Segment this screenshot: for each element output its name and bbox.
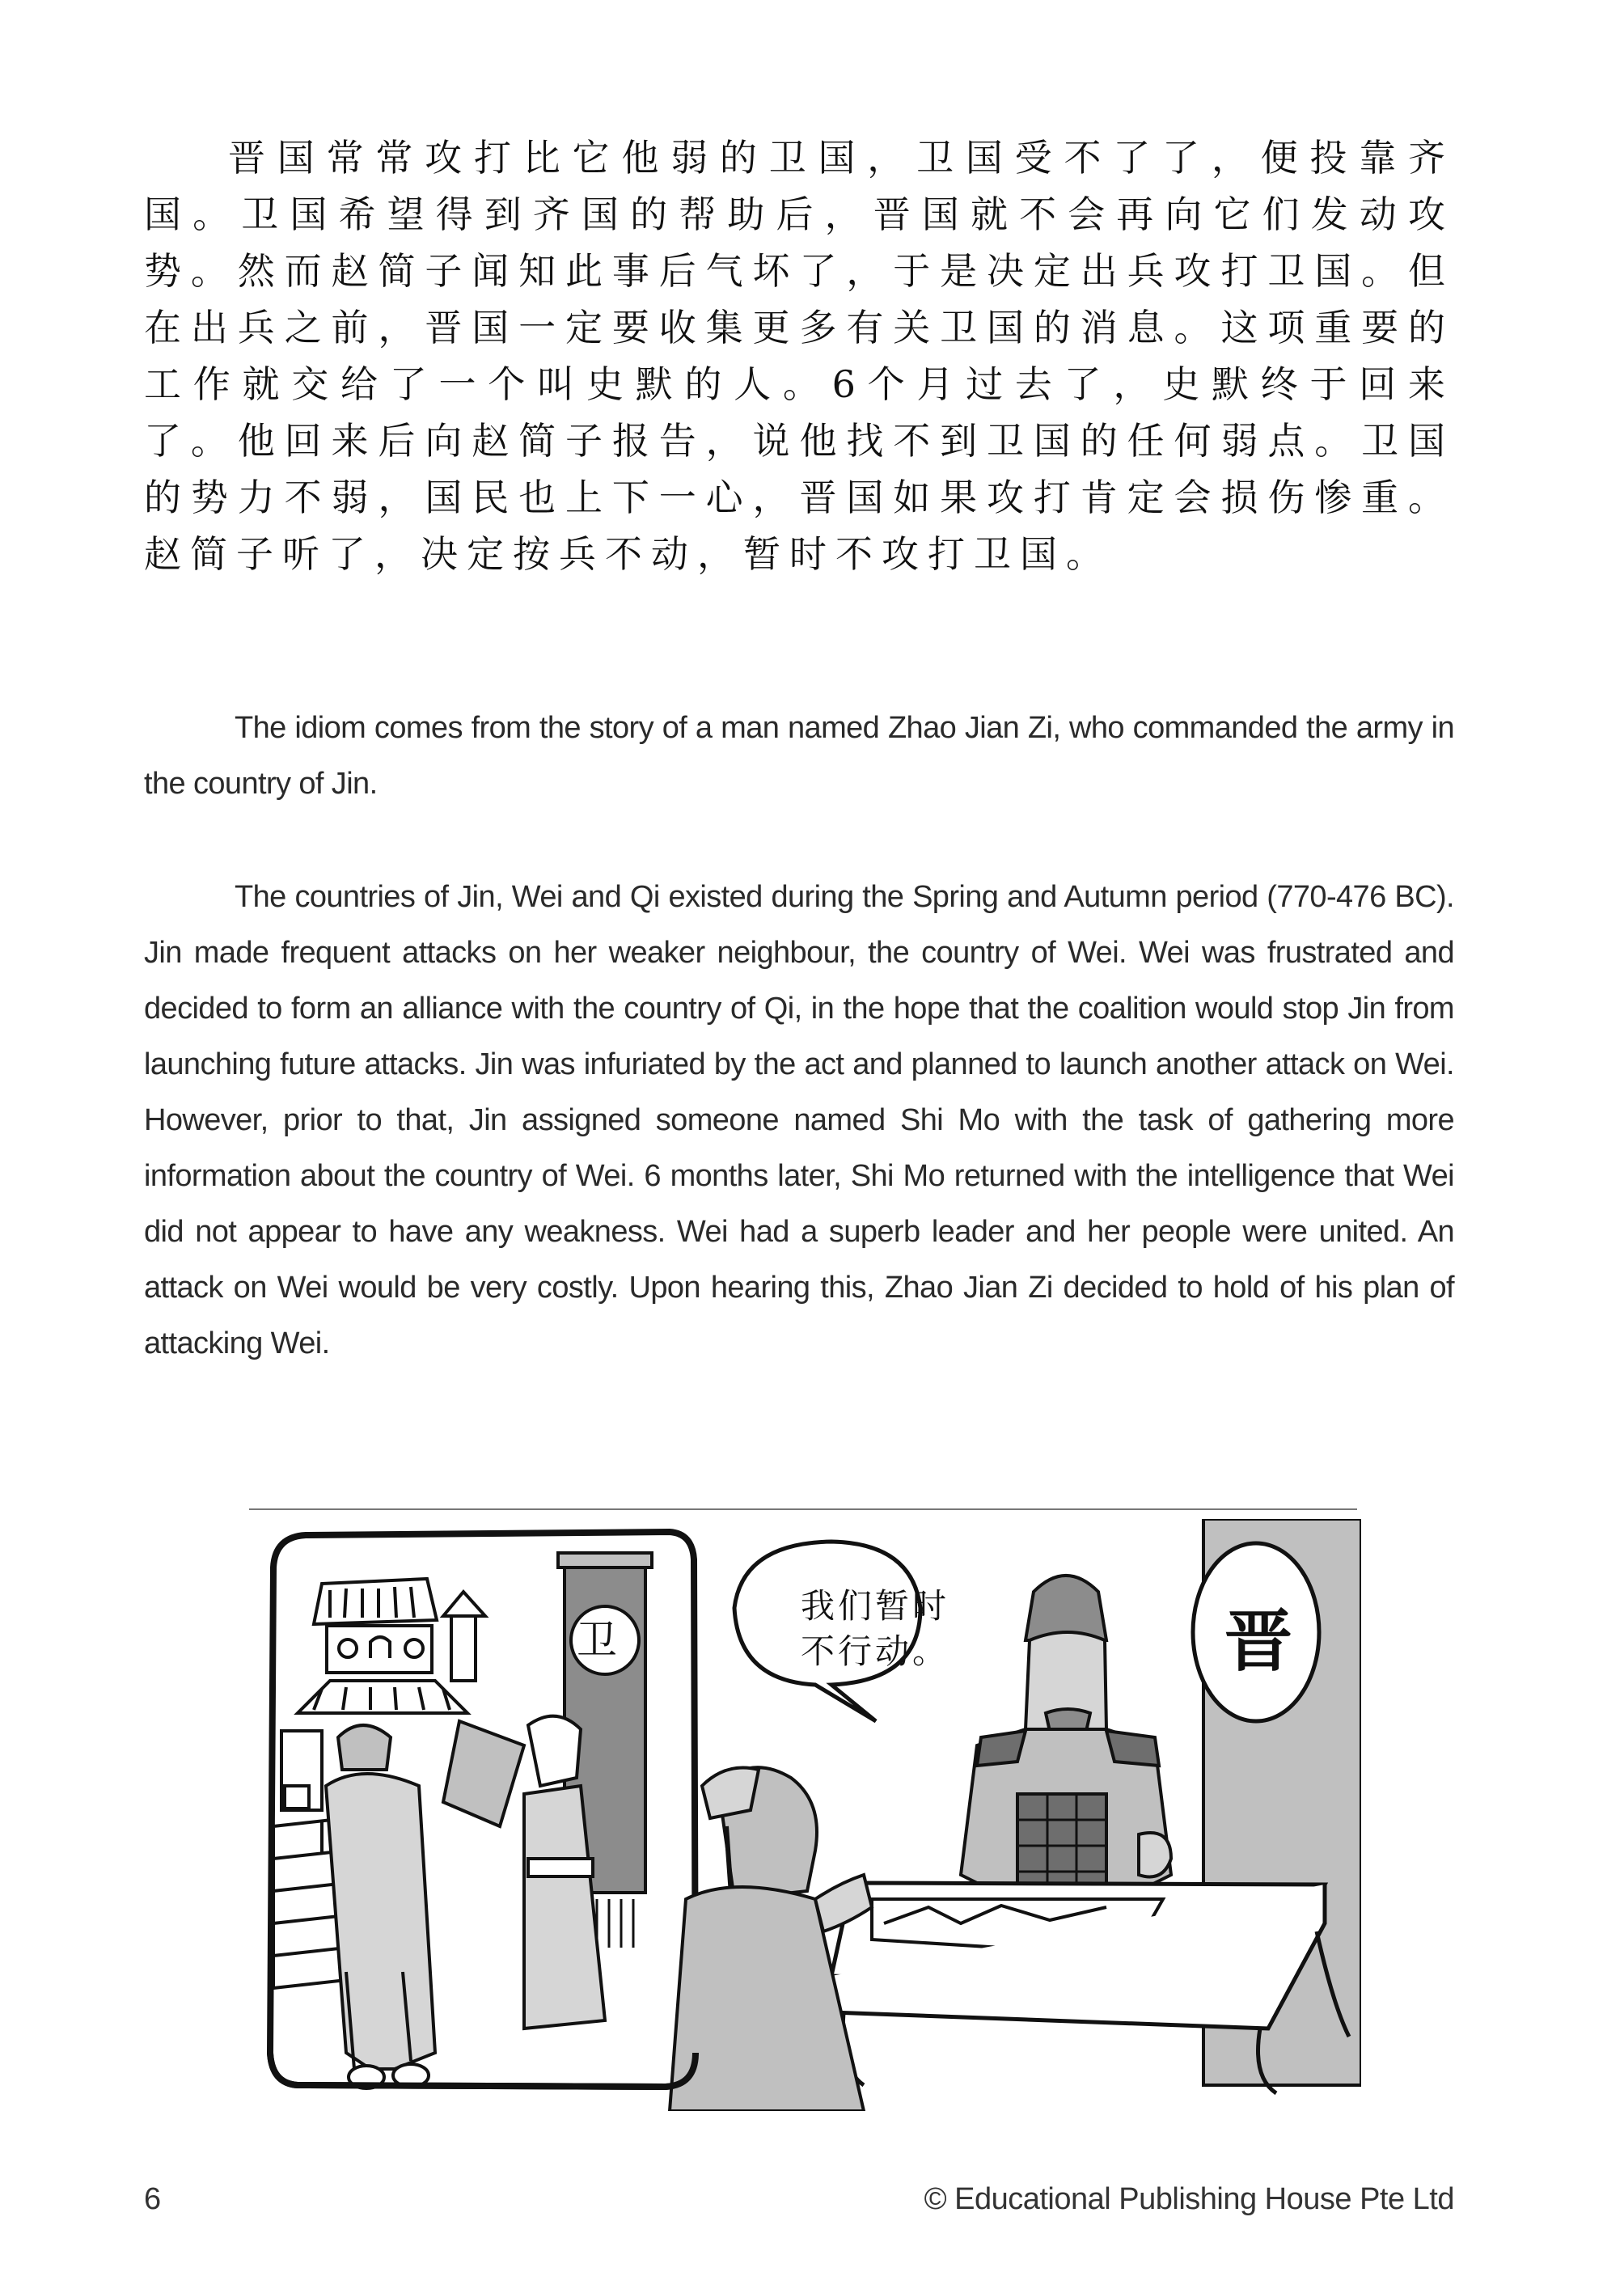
english-paragraph-story: The countries of Jin, Wei and Qi existed during the Spring and Autumn period (770-476 BC). Jin made frequent attacks on her weaker neighbour, the country of Wei. Wei was frustrated and decided to form an alliance with the country of Qi, in the hope that the coalition would stop Jin from launching future attacks. Jin was infuriated by the act and planned to launch another attack on Wei. However, prior to that, Jin assigned someone named Shi Mo with the task of gathering more information about the country of Wei. 6 months later, Shi Mo returned with the intelligence that Wei did not appear to have any weakness. Wei had a superb leader and her people were united. An attack on Wei would be very costly. Upon hearing this, Zhao Jian Zi decided to hold of his plan of attacking Wei. (144, 880, 1454, 1360)
general-zhao-jian-zi (961, 1576, 1171, 1899)
speech-line-1: 我们暂时 (801, 1586, 950, 1626)
english-paragraph-intro: The idiom comes from the story of a man named Zhao Jian Zi, who commanded the army in the country of Jin. (144, 711, 1454, 801)
illustration-top-rule (249, 1508, 1357, 1510)
speech-line-2: 不行动。 (801, 1631, 950, 1671)
page-number: 6 (144, 2182, 162, 2216)
wei-banner-character: 卫 (577, 1617, 617, 1664)
jin-banner-character: 晋 (1224, 1601, 1292, 1681)
speech-bubble-text (801, 1584, 979, 1674)
copyright-notice: © Educational Publishing House Pte Ltd (924, 2182, 1454, 2216)
chinese-story-paragraph: 晋国常常攻打比它他弱的卫国，卫国受不了了，便投靠齐国。卫国希望得到齐国的帮助后，晋国就不会再向它们发动攻势。然而赵简子闻知此事后气坏了，于是决定出兵攻打卫国。但在出兵之前，晋国一定要收集更多有关卫国的消息。这项重要的工作就交给了一个叫史默的人。6个月过去了，史默终于回来了。他回来后向赵简子报告，说他找不到卫国的任何弱点。卫国的势力不弱，国民也上下一心，晋国如果攻打肯定会损伤惨重。赵简子听了，决定按兵不动，暂时不攻打卫国。 (144, 136, 1454, 576)
